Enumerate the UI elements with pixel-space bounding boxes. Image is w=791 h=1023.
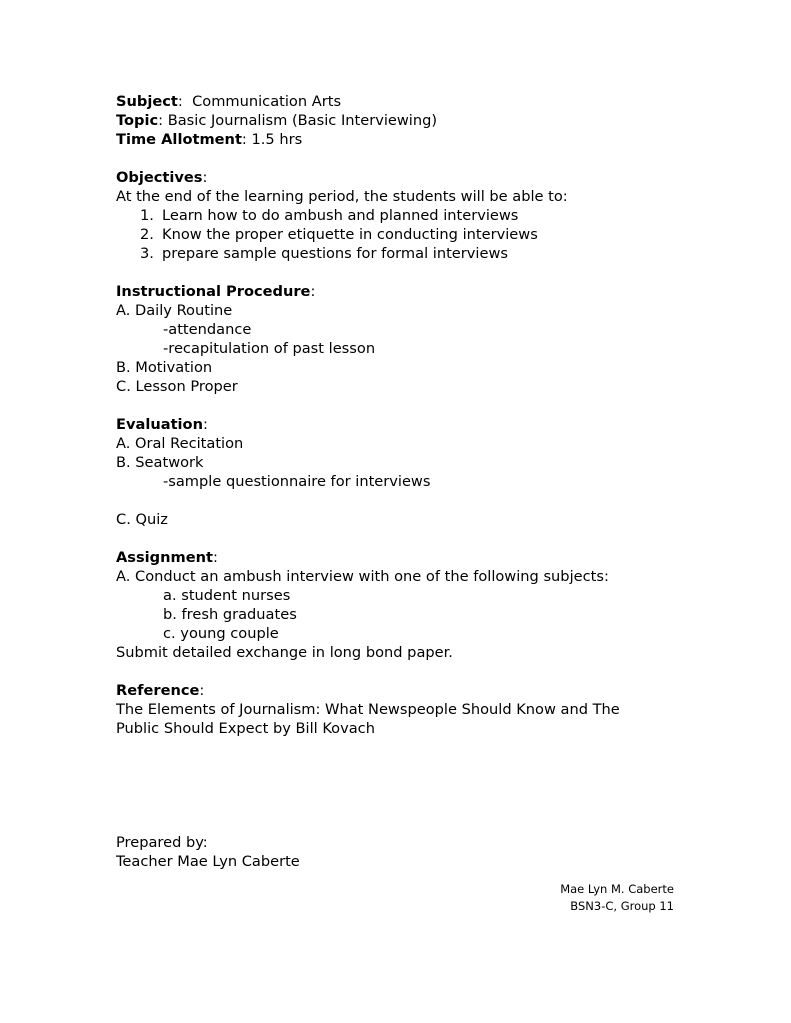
objective-item — [116, 206, 676, 225]
assignment-heading: Assignment — [116, 549, 213, 566]
spacer — [116, 396, 676, 415]
assignment-sub-item: c. young couple — [163, 625, 279, 642]
objectives-intro: At the end of the learning period, the students will be able to: — [116, 188, 568, 205]
footer-group: BSN3-C, Group 11 — [570, 899, 674, 913]
topic-line: Topic: Basic Journalism (Basic Interviewing) — [116, 112, 438, 129]
objectives-heading: Objectives — [116, 169, 203, 186]
spacer — [116, 263, 676, 282]
reference-heading-line: Reference: — [116, 682, 205, 699]
topic-value: Basic Journalism (Basic Interviewing) — [167, 112, 438, 129]
evaluation-item-c: C. Quiz — [116, 511, 168, 528]
procedure-heading: Instructional Procedure — [116, 283, 311, 300]
reference-line: Public Should Expect by Bill Kovach — [116, 720, 375, 737]
objective-text: prepare sample questions for formal interviews — [162, 245, 508, 262]
procedure-item-b: B. Motivation — [116, 359, 213, 376]
evaluation-item-a: A. Oral Recitation — [116, 435, 244, 452]
objectives-heading-line: Objectives: — [116, 169, 208, 186]
time-allotment-value: 1.5 hrs — [251, 131, 303, 148]
topic-label: Topic — [116, 112, 159, 129]
reference-heading: Reference — [116, 682, 200, 699]
assignment-submit: Submit detailed exchange in long bond paper. — [116, 644, 453, 661]
subject-line: Subject: Communication Arts — [116, 93, 342, 110]
lesson-plan — [116, 92, 676, 871]
evaluation-heading: Evaluation — [116, 416, 203, 433]
time-allotment-line: Time Allotment: 1.5 hrs — [116, 131, 303, 148]
subject-value: Communication Arts — [192, 93, 342, 110]
objective-number: 3. — [140, 245, 154, 262]
spacer — [116, 529, 676, 548]
procedure-heading-line: Instructional Procedure: — [116, 283, 316, 300]
prepared-by-name: Teacher Mae Lyn Caberte — [116, 853, 300, 870]
objective-text: Learn how to do ambush and planned interviews — [162, 207, 519, 224]
objective-text: Know the proper etiquette in conducting interviews — [162, 226, 538, 243]
evaluation-heading-line: Evaluation: — [116, 416, 208, 433]
objective-item — [116, 225, 676, 244]
evaluation-sub-item: -sample questionnaire for interviews — [163, 473, 431, 490]
objective-item — [116, 244, 676, 263]
spacer — [116, 491, 676, 510]
evaluation-item-b: B. Seatwork — [116, 454, 204, 471]
procedure-sub-item: -attendance — [163, 321, 252, 338]
time-allotment-label: Time Allotment — [116, 131, 242, 148]
spacer — [116, 149, 676, 168]
assignment-heading-line: Assignment: — [116, 549, 218, 566]
reference-line: The Elements of Journalism: What Newspeople Should Know and The — [116, 701, 620, 718]
procedure-sub-item: -recapitulation of past lesson — [163, 340, 376, 357]
subject-label: Subject — [116, 93, 178, 110]
spacer — [116, 738, 676, 833]
assignment-sub-item: b. fresh graduates — [163, 606, 297, 623]
assignment-item-a: A. Conduct an ambush interview with one of the following subjects: — [116, 568, 609, 585]
objective-number: 1. — [140, 207, 154, 224]
author-footer — [560, 881, 674, 915]
procedure-item-a: A. Daily Routine — [116, 302, 233, 319]
footer-author-name: Mae Lyn M. Caberte — [560, 882, 674, 896]
procedure-item-c: C. Lesson Proper — [116, 378, 238, 395]
assignment-sub-item: a. student nurses — [163, 587, 291, 604]
prepared-by-label: Prepared by: — [116, 834, 208, 851]
spacer — [116, 662, 676, 681]
objective-number: 2. — [140, 226, 154, 243]
